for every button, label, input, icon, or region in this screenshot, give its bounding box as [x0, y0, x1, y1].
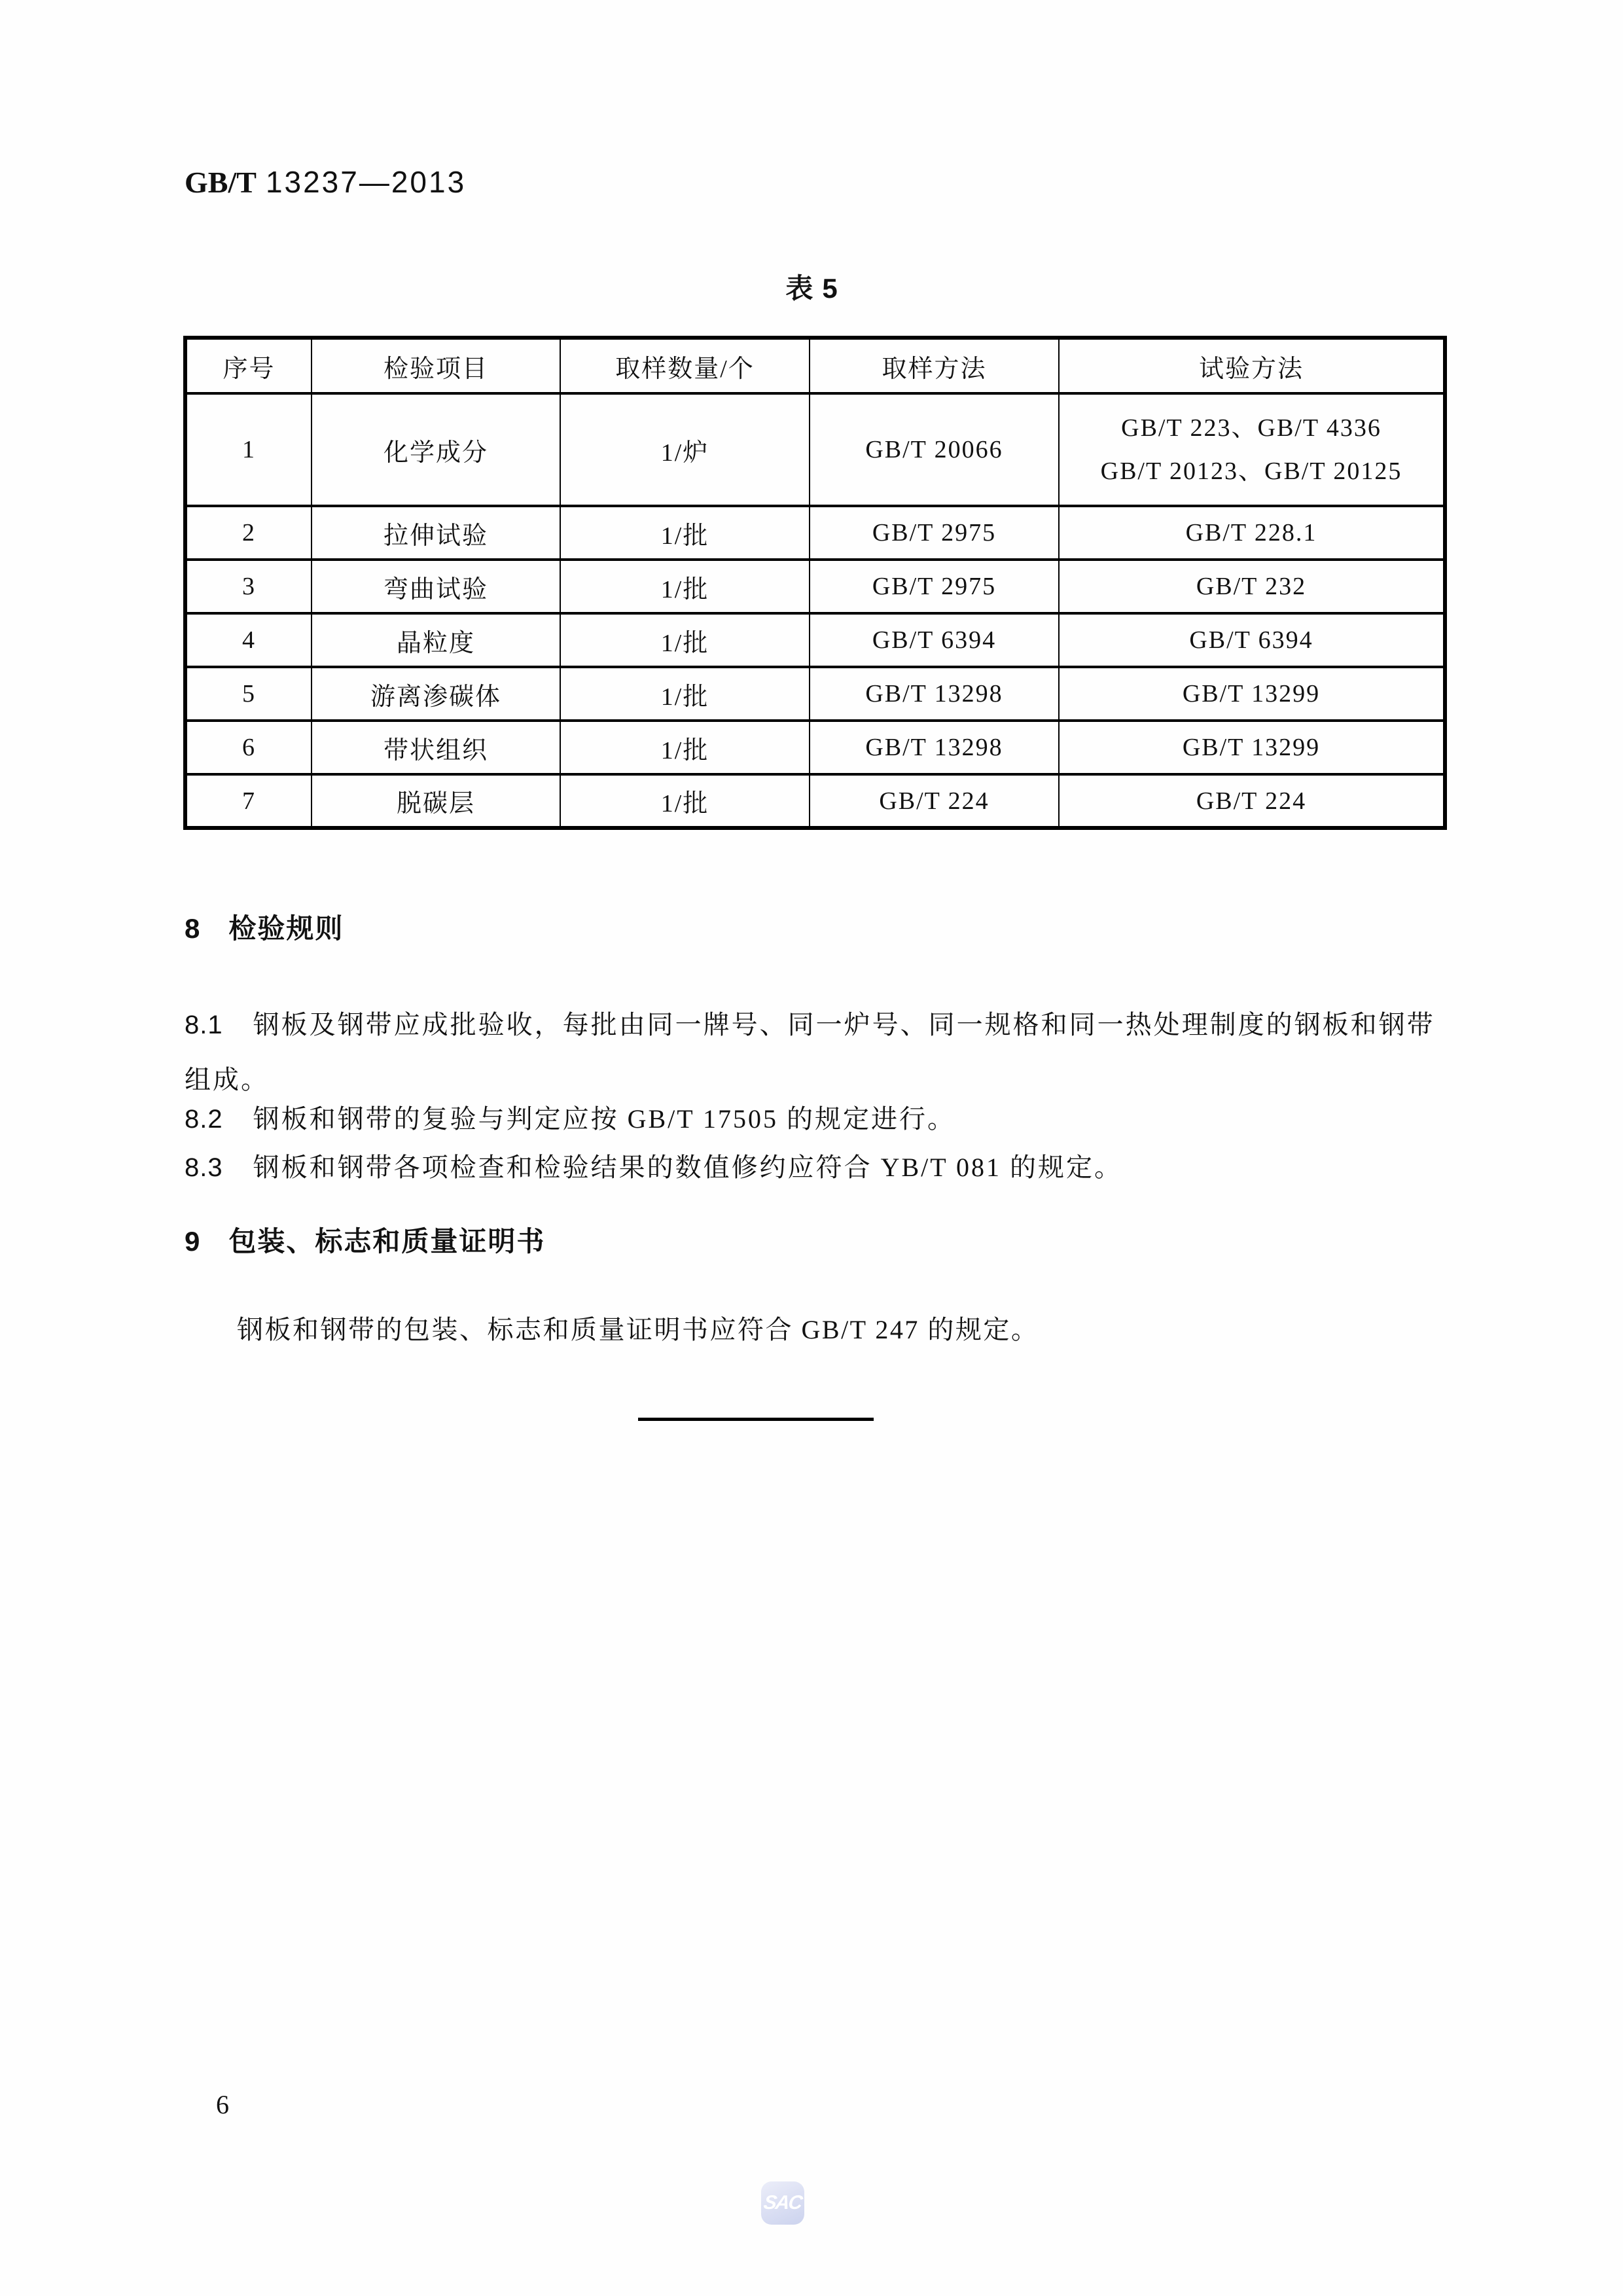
cell-method: GB/T 13299 [1059, 667, 1445, 721]
cell-seq: 1 [185, 393, 312, 506]
table-row [185, 613, 1445, 667]
cell-sampling: GB/T 13298 [810, 721, 1059, 774]
cell-method: GB/T 232 [1059, 560, 1445, 613]
cell-item: 化学成分 [312, 393, 560, 506]
cell-method [1059, 393, 1445, 506]
cell-item: 弯曲试验 [312, 560, 560, 613]
table-row [185, 506, 1445, 560]
cell-seq: 2 [185, 506, 312, 560]
cell-item: 拉伸试验 [312, 506, 560, 560]
header-item: 检验项目 [312, 338, 560, 393]
inspection-table [183, 336, 1447, 830]
standard-code [185, 165, 466, 200]
clause-8-3-text: 钢板和钢带各项检查和检验结果的数值修约应符合 YB/T 081 的规定。 [253, 1153, 1122, 1182]
method-line-2: GB/T 20123、GB/T 20125 [1100, 457, 1402, 485]
cell-sampling: GB/T 13298 [810, 667, 1059, 721]
section-9-title: 包装、标志和质量证明书 [228, 1226, 546, 1257]
section-9-heading [185, 1227, 545, 1257]
cell-sampling: GB/T 224 [810, 774, 1059, 828]
cell-item: 晶粒度 [312, 613, 560, 667]
end-of-document-rule [638, 1418, 874, 1421]
sac-logo-text: SAC [762, 2192, 804, 2214]
standard-code-prefix: GB/T [185, 166, 257, 199]
table-row [185, 667, 1445, 721]
table-row [185, 774, 1445, 828]
clause-8-1-number: 8.1 [185, 1011, 223, 1039]
clause-8-2-number: 8.2 [185, 1105, 223, 1134]
section-9-number: 9 [185, 1226, 200, 1257]
clause-8-3-number: 8.3 [185, 1153, 223, 1182]
header-sampling: 取样方法 [810, 338, 1059, 393]
cell-quantity: 1/批 [560, 613, 810, 667]
cell-sampling: GB/T 2975 [810, 560, 1059, 613]
cell-method: GB/T 13299 [1059, 721, 1445, 774]
cell-seq: 4 [185, 613, 312, 667]
cell-seq: 7 [185, 774, 312, 828]
cell-quantity: 1/批 [560, 560, 810, 613]
cell-method: GB/T 228.1 [1059, 506, 1445, 560]
table-row [185, 393, 1445, 506]
table-header-row [185, 338, 1445, 393]
cell-seq: 6 [185, 721, 312, 774]
cell-seq: 3 [185, 560, 312, 613]
clause-8-3 [185, 1140, 1444, 1195]
cell-item: 带状组织 [312, 721, 560, 774]
section-8-title: 检验规则 [228, 913, 344, 944]
header-method: 试验方法 [1059, 338, 1445, 393]
table-row [185, 721, 1445, 774]
cell-quantity: 1/批 [560, 721, 810, 774]
cell-quantity: 1/批 [560, 506, 810, 560]
section-8-heading [185, 914, 344, 944]
cell-quantity: 1/炉 [560, 393, 810, 506]
table-title [0, 267, 1623, 306]
section-8-number: 8 [185, 913, 200, 944]
cell-sampling: GB/T 20066 [810, 393, 1059, 506]
section-9-paragraph: 钢板和钢带的包装、标志和质量证明书应符合 GB/T 247 的规定。 [237, 1315, 1039, 1344]
table-title-label: 表 [785, 273, 813, 304]
clause-8-1 [185, 997, 1444, 1107]
clause-8-1-text: 钢板及钢带应成批验收，每批由同一牌号、同一炉号、同一规格和同一热处理制度的钢板和钢带 [253, 1010, 1435, 1039]
page-number: 6 [216, 2090, 229, 2119]
table-title-number: 5 [822, 273, 838, 304]
cell-sampling: GB/T 2975 [810, 506, 1059, 560]
cell-item: 游离渗碳体 [312, 667, 560, 721]
method-line-1: GB/T 223、GB/T 4336 [1121, 414, 1382, 442]
cell-item: 脱碳层 [312, 774, 560, 828]
clause-8-1-text-continued: 组成。 [185, 1065, 269, 1094]
sac-logo [761, 2181, 804, 2225]
clause-8-2 [185, 1092, 1444, 1147]
header-quantity: 取样数量/个 [560, 338, 810, 393]
standard-code-number: 13237—2013 [265, 165, 467, 199]
table-row [185, 560, 1445, 613]
cell-quantity: 1/批 [560, 667, 810, 721]
cell-sampling: GB/T 6394 [810, 613, 1059, 667]
header-seq: 序号 [185, 338, 312, 393]
cell-method: GB/T 6394 [1059, 613, 1445, 667]
cell-seq: 5 [185, 667, 312, 721]
clause-8-2-text: 钢板和钢带的复验与判定应按 GB/T 17505 的规定进行。 [253, 1104, 955, 1134]
cell-quantity: 1/批 [560, 774, 810, 828]
cell-method: GB/T 224 [1059, 774, 1445, 828]
